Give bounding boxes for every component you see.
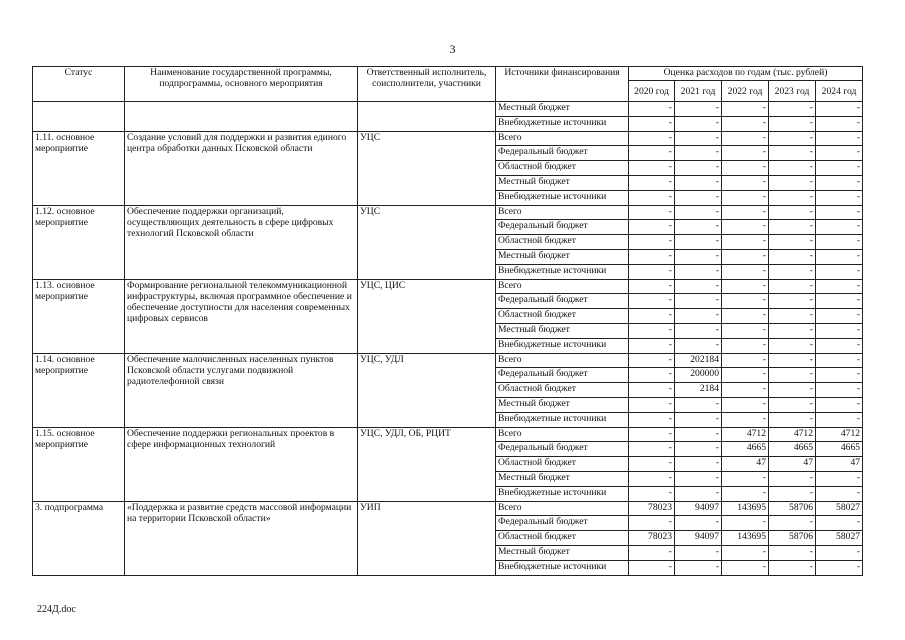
value-cell: 4665 <box>769 442 816 457</box>
value-cell: - <box>769 190 816 205</box>
source-cell: Областной бюджет <box>496 457 629 472</box>
value-cell: - <box>816 235 863 250</box>
value-cell: - <box>769 309 816 324</box>
value-cell: - <box>816 471 863 486</box>
status-cell: 3. подпрограмма <box>33 501 125 575</box>
value-cell: - <box>629 190 675 205</box>
value-cell: - <box>629 560 675 575</box>
source-cell: Областной бюджет <box>496 531 629 546</box>
source-cell: Всего <box>496 353 629 368</box>
value-cell: - <box>629 427 675 442</box>
value-cell: - <box>722 486 769 501</box>
value-cell: - <box>722 220 769 235</box>
value-cell: - <box>816 102 863 117</box>
name-cell: Создание условий для поддержки и развития единого центра обработки данных Псковской области <box>125 131 358 205</box>
value-cell: - <box>769 279 816 294</box>
source-cell: Областной бюджет <box>496 383 629 398</box>
value-cell: - <box>816 545 863 560</box>
value-cell: 4712 <box>722 427 769 442</box>
source-cell: Внебюджетные источники <box>496 338 629 353</box>
value-cell: - <box>816 294 863 309</box>
value-cell: 78023 <box>629 531 675 546</box>
value-cell: 78023 <box>629 501 675 516</box>
value-cell: - <box>722 161 769 176</box>
value-cell: - <box>675 116 722 131</box>
source-cell: Федеральный бюджет <box>496 368 629 383</box>
value-cell: - <box>722 412 769 427</box>
value-cell: - <box>675 146 722 161</box>
value-cell: - <box>675 397 722 412</box>
value-cell: - <box>629 486 675 501</box>
value-cell: - <box>769 205 816 220</box>
value-cell: - <box>769 545 816 560</box>
value-cell: - <box>722 279 769 294</box>
value-cell: - <box>816 279 863 294</box>
header-year: 2020 год <box>629 81 675 102</box>
value-cell: - <box>816 190 863 205</box>
value-cell: 47 <box>722 457 769 472</box>
name-cell: Формирование региональной телекоммуникационной инфраструктуры, включая программное обеспечение и обеспечение доступности для населения современных цифровых сервисов <box>125 279 358 353</box>
status-cell: 1.13. основное мероприятие <box>33 279 125 353</box>
value-cell: - <box>629 235 675 250</box>
value-cell: - <box>769 383 816 398</box>
value-cell: - <box>629 338 675 353</box>
source-cell: Федеральный бюджет <box>496 516 629 531</box>
value-cell: - <box>769 368 816 383</box>
value-cell: - <box>675 294 722 309</box>
table-body <box>33 102 863 576</box>
source-cell: Всего <box>496 279 629 294</box>
value-cell: - <box>816 161 863 176</box>
value-cell: - <box>722 353 769 368</box>
value-cell: - <box>722 146 769 161</box>
header-estimate: Оценка расходов по годам (тыс. рублей) <box>629 67 863 81</box>
source-cell: Всего <box>496 205 629 220</box>
value-cell: 143695 <box>722 501 769 516</box>
value-cell: - <box>675 220 722 235</box>
value-cell: - <box>629 249 675 264</box>
value-cell: - <box>769 175 816 190</box>
source-cell: Местный бюджет <box>496 397 629 412</box>
header-sources: Источники финансирования <box>496 67 629 102</box>
value-cell: - <box>722 368 769 383</box>
header-executor: Ответственный исполнитель, соисполнители, участники <box>358 67 496 102</box>
value-cell: - <box>722 338 769 353</box>
page-number: 3 <box>449 42 456 56</box>
value-cell: - <box>675 279 722 294</box>
table-row <box>33 131 863 146</box>
value-cell: - <box>722 309 769 324</box>
source-cell: Внебюджетные источники <box>496 486 629 501</box>
value-cell: - <box>816 338 863 353</box>
value-cell: - <box>675 190 722 205</box>
value-cell: - <box>722 545 769 560</box>
value-cell: - <box>722 102 769 117</box>
value-cell: - <box>629 442 675 457</box>
value-cell: - <box>816 368 863 383</box>
value-cell: - <box>816 116 863 131</box>
value-cell: - <box>722 205 769 220</box>
value-cell: 58706 <box>769 501 816 516</box>
value-cell: 47 <box>769 457 816 472</box>
value-cell: - <box>629 545 675 560</box>
value-cell: 94097 <box>675 501 722 516</box>
value-cell: - <box>769 235 816 250</box>
source-cell: Местный бюджет <box>496 249 629 264</box>
value-cell: - <box>769 412 816 427</box>
value-cell: - <box>675 471 722 486</box>
value-cell: - <box>769 486 816 501</box>
value-cell: - <box>769 397 816 412</box>
source-cell: Областной бюджет <box>496 309 629 324</box>
executor-cell: УИП <box>358 501 496 575</box>
value-cell: 58027 <box>816 501 863 516</box>
value-cell: 4665 <box>722 442 769 457</box>
value-cell: - <box>816 560 863 575</box>
table-row <box>33 427 863 442</box>
value-cell: - <box>722 383 769 398</box>
value-cell: - <box>816 131 863 146</box>
value-cell: - <box>675 457 722 472</box>
value-cell: - <box>675 249 722 264</box>
source-cell: Областной бюджет <box>496 161 629 176</box>
value-cell: - <box>769 294 816 309</box>
value-cell: - <box>629 294 675 309</box>
value-cell: 58027 <box>816 531 863 546</box>
value-cell: - <box>675 427 722 442</box>
value-cell: - <box>675 516 722 531</box>
source-cell: Всего <box>496 427 629 442</box>
table-row <box>33 205 863 220</box>
source-cell: Внебюджетные источники <box>496 264 629 279</box>
status-cell: 1.11. основное мероприятие <box>33 131 125 205</box>
source-cell: Федеральный бюджет <box>496 146 629 161</box>
value-cell: - <box>629 146 675 161</box>
value-cell: - <box>629 309 675 324</box>
source-cell: Местный бюджет <box>496 175 629 190</box>
value-cell: 200000 <box>675 368 722 383</box>
value-cell: - <box>629 279 675 294</box>
executor-cell <box>358 102 496 132</box>
source-cell: Внебюджетные источники <box>496 412 629 427</box>
value-cell: - <box>769 323 816 338</box>
header-year: 2021 год <box>675 81 722 102</box>
value-cell: - <box>769 220 816 235</box>
status-cell: 1.14. основное мероприятие <box>33 353 125 427</box>
value-cell: - <box>816 220 863 235</box>
value-cell: - <box>629 353 675 368</box>
executor-cell: УЦС <box>358 131 496 205</box>
value-cell: - <box>675 338 722 353</box>
value-cell: 4665 <box>816 442 863 457</box>
value-cell: - <box>816 264 863 279</box>
value-cell: - <box>816 309 863 324</box>
executor-cell: УЦС, УДЛ, ОБ, РЦИТ <box>358 427 496 501</box>
value-cell: - <box>675 175 722 190</box>
value-cell: 58706 <box>769 531 816 546</box>
value-cell: - <box>675 323 722 338</box>
value-cell: - <box>629 102 675 117</box>
value-cell: - <box>629 516 675 531</box>
value-cell: - <box>675 442 722 457</box>
value-cell: - <box>722 235 769 250</box>
value-cell: - <box>816 249 863 264</box>
value-cell: - <box>816 516 863 531</box>
value-cell: - <box>675 560 722 575</box>
value-cell: - <box>816 146 863 161</box>
value-cell: - <box>816 175 863 190</box>
value-cell: - <box>675 264 722 279</box>
source-cell: Федеральный бюджет <box>496 442 629 457</box>
value-cell: - <box>675 205 722 220</box>
value-cell: - <box>769 560 816 575</box>
value-cell: - <box>769 264 816 279</box>
value-cell: 143695 <box>722 531 769 546</box>
value-cell: - <box>816 205 863 220</box>
status-cell: 1.12. основное мероприятие <box>33 205 125 279</box>
executor-cell: УЦС, УДЛ <box>358 353 496 427</box>
value-cell: - <box>675 486 722 501</box>
name-cell: Обеспечение малочисленных населенных пунктов Псковской области услугами подвижной радиотелефонной связи <box>125 353 358 427</box>
value-cell: - <box>629 383 675 398</box>
value-cell: - <box>629 397 675 412</box>
source-cell: Федеральный бюджет <box>496 220 629 235</box>
value-cell: - <box>629 205 675 220</box>
source-cell: Всего <box>496 131 629 146</box>
value-cell: 202184 <box>675 353 722 368</box>
value-cell: 4712 <box>769 427 816 442</box>
expenses-table <box>32 66 863 576</box>
name-cell: Обеспечение поддержки региональных проектов в сфере информационных технологий <box>125 427 358 501</box>
value-cell: - <box>629 368 675 383</box>
value-cell: - <box>722 116 769 131</box>
source-cell: Внебюджетные источники <box>496 190 629 205</box>
value-cell: - <box>769 102 816 117</box>
header-name: Наименование государственной программы, подпрограммы, основного мероприятия <box>125 67 358 102</box>
value-cell: - <box>722 190 769 205</box>
footer-filename: 224Д.doc <box>37 604 76 615</box>
value-cell: - <box>675 161 722 176</box>
value-cell: - <box>722 323 769 338</box>
value-cell: - <box>722 249 769 264</box>
value-cell: - <box>722 131 769 146</box>
value-cell: - <box>722 175 769 190</box>
source-cell: Внебюджетные источники <box>496 560 629 575</box>
header-year: 2024 год <box>816 81 863 102</box>
value-cell: - <box>769 131 816 146</box>
source-cell: Местный бюджет <box>496 545 629 560</box>
table-header <box>33 67 863 102</box>
value-cell: - <box>769 249 816 264</box>
name-cell <box>125 102 358 132</box>
value-cell: - <box>722 516 769 531</box>
value-cell: - <box>769 516 816 531</box>
source-cell: Всего <box>496 501 629 516</box>
value-cell: - <box>675 235 722 250</box>
table-row <box>33 501 863 516</box>
value-cell: - <box>769 471 816 486</box>
value-cell: - <box>629 412 675 427</box>
header-year: 2023 год <box>769 81 816 102</box>
value-cell: - <box>675 412 722 427</box>
value-cell: - <box>816 353 863 368</box>
value-cell: - <box>769 161 816 176</box>
value-cell: - <box>675 309 722 324</box>
value-cell: - <box>629 264 675 279</box>
value-cell: 4712 <box>816 427 863 442</box>
value-cell: - <box>816 412 863 427</box>
value-cell: - <box>722 471 769 486</box>
value-cell: - <box>629 116 675 131</box>
value-cell: 94097 <box>675 531 722 546</box>
source-cell: Местный бюджет <box>496 102 629 117</box>
header-year: 2022 год <box>722 81 769 102</box>
value-cell: - <box>769 338 816 353</box>
source-cell: Областной бюджет <box>496 235 629 250</box>
executor-cell: УЦС, ЦИС <box>358 279 496 353</box>
name-cell: Обеспечение поддержки организаций, осуществляющих деятельность в сфере цифровых технологий Псковской области <box>125 205 358 279</box>
source-cell: Местный бюджет <box>496 323 629 338</box>
value-cell: - <box>675 131 722 146</box>
value-cell: - <box>675 102 722 117</box>
value-cell: - <box>816 323 863 338</box>
table-row <box>33 353 863 368</box>
value-cell: - <box>629 471 675 486</box>
value-cell: 2184 <box>675 383 722 398</box>
value-cell: - <box>629 175 675 190</box>
table-row <box>33 279 863 294</box>
value-cell: - <box>629 323 675 338</box>
value-cell: - <box>769 146 816 161</box>
value-cell: - <box>629 161 675 176</box>
value-cell: - <box>769 116 816 131</box>
value-cell: - <box>816 486 863 501</box>
header-status: Статус <box>33 67 125 102</box>
value-cell: 47 <box>816 457 863 472</box>
value-cell: - <box>816 397 863 412</box>
status-cell: 1.15. основное мероприятие <box>33 427 125 501</box>
value-cell: - <box>722 294 769 309</box>
source-cell: Местный бюджет <box>496 471 629 486</box>
name-cell: «Поддержка и развитие средств массовой информации на территории Псковской области» <box>125 501 358 575</box>
value-cell: - <box>816 383 863 398</box>
source-cell: Внебюджетные источники <box>496 116 629 131</box>
status-cell <box>33 102 125 132</box>
source-cell: Федеральный бюджет <box>496 294 629 309</box>
value-cell: - <box>629 131 675 146</box>
table-row <box>33 102 863 117</box>
value-cell: - <box>629 457 675 472</box>
value-cell: - <box>675 545 722 560</box>
value-cell: - <box>629 220 675 235</box>
value-cell: - <box>722 560 769 575</box>
value-cell: - <box>722 264 769 279</box>
value-cell: - <box>769 353 816 368</box>
value-cell: - <box>722 397 769 412</box>
executor-cell: УЦС <box>358 205 496 279</box>
